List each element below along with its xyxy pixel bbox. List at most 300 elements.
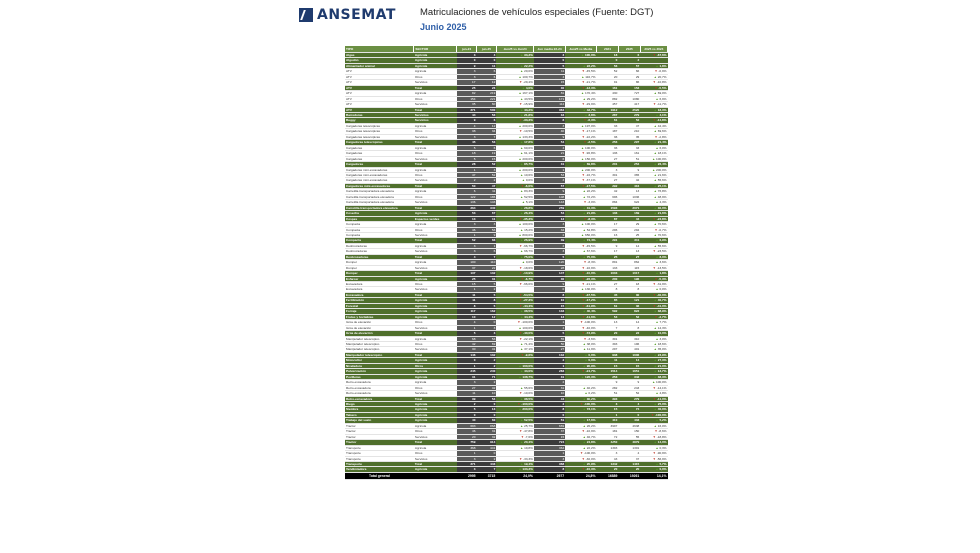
value-cell: 301 (596, 336, 618, 341)
up-arrow-icon: ▲ (582, 96, 587, 101)
type-cell: Dumper (345, 271, 414, 276)
percent-cell: ▼ -8,6% (640, 429, 667, 434)
sector-cell: Total (414, 440, 457, 445)
sector-cell: Agrícola (414, 303, 457, 308)
value-cell: 6 (476, 249, 496, 254)
value-cell: 2 (618, 58, 640, 63)
up-arrow-icon: ▲ (652, 380, 656, 385)
value-cell: 693 (457, 423, 477, 428)
percent-cell: ▲ 85,7% (496, 162, 534, 167)
up-arrow-icon: ▲ (582, 249, 587, 254)
value-cell: 0 (534, 412, 565, 417)
percent-cell: ▲ 26,4% (496, 211, 534, 216)
value-cell: 364 (534, 107, 565, 112)
down-arrow-icon: ▼ (581, 467, 586, 472)
total-value: 24,8% (565, 472, 596, 479)
type-cell: Compacta (345, 232, 414, 237)
value-cell: 146 (457, 352, 477, 357)
column-header: TIPO (345, 46, 414, 53)
value-cell: 45 (596, 292, 618, 297)
up-arrow-icon: ▲ (581, 156, 585, 161)
value-cell: 33 (596, 123, 618, 128)
down-arrow-icon: ▼ (581, 151, 586, 156)
up-arrow-icon: ▲ (520, 238, 525, 243)
value-cell: 29 (618, 74, 640, 79)
percent-cell: ▼ -21,1% (565, 282, 596, 287)
value-cell: 31 (534, 374, 565, 379)
sector-cell: Servicios (414, 134, 457, 139)
registrations-table (345, 46, 668, 480)
up-arrow-icon: ▲ (653, 123, 658, 128)
value-cell: 9 (457, 118, 477, 123)
value-cell: 2 (534, 243, 565, 248)
type-cell: Cosecha (345, 211, 414, 216)
type-cell: Retro-excavadora (345, 391, 414, 396)
up-arrow-icon: ▲ (653, 363, 658, 368)
percent-cell: ▼ -22,8% (640, 216, 667, 221)
value-cell: 40 (534, 129, 565, 134)
percent-cell: ▲ 0,0% (496, 260, 534, 265)
percent-cell: ▲ 100,0% (565, 53, 596, 58)
value-cell: 3 (534, 249, 565, 254)
value-cell: 53 (476, 336, 496, 341)
value-cell: 17 (596, 222, 618, 227)
percent-cell: ▲ 37,1% (496, 347, 534, 352)
value-cell: 3 (534, 178, 565, 183)
up-arrow-icon: ▲ (520, 189, 525, 194)
value-cell: 253 (596, 374, 618, 379)
value-cell: 3 (476, 167, 496, 172)
down-arrow-icon: ▼ (520, 434, 525, 439)
percent-cell: ▼ -11,0% (640, 396, 667, 401)
up-arrow-icon: ▲ (582, 440, 587, 445)
percent-cell: ▲ 6,9% (640, 238, 667, 243)
up-arrow-icon: ▲ (581, 232, 585, 237)
value-cell: 17 (457, 80, 477, 85)
value-cell: 1080 (618, 96, 640, 101)
value-cell: 34 (534, 227, 565, 232)
percent-cell: ▼ -5,3% (640, 276, 667, 281)
value-cell: 143 (476, 200, 496, 205)
percent-cell: ▲ 40,4% (565, 309, 596, 314)
value-cell: 1415 (618, 461, 640, 466)
percent-cell: ▲ 11,9% (565, 347, 596, 352)
value-cell: 3 (596, 402, 618, 407)
percent-cell: ▲ 200,0% (496, 167, 534, 172)
value-cell: 10 (476, 391, 496, 396)
type-cell: Excavadora (345, 287, 414, 292)
down-arrow-icon: ▼ (519, 331, 524, 336)
value-cell: 9 (618, 380, 640, 385)
percent-cell: ▼ -40,0% (496, 331, 534, 336)
value-cell: 1 (534, 451, 565, 456)
value-cell: 9 (457, 63, 477, 68)
down-arrow-icon: ▼ (583, 216, 588, 221)
percent-cell: ▲ 3,6% (640, 260, 667, 265)
percent-cell: ▲ 40,2% (565, 385, 596, 390)
up-arrow-icon: ▲ (655, 200, 660, 205)
percent-cell: ▼ -61,9% (565, 303, 596, 308)
value-cell: 20 (596, 74, 618, 79)
percent-cell: ▲ 38,3% (640, 374, 667, 379)
value-cell: 9 (534, 282, 565, 287)
up-arrow-icon: ▲ (520, 396, 525, 401)
value-cell: 5 (534, 331, 565, 336)
percent-cell: ▲ 5,7% (640, 461, 667, 466)
percent-cell: ▲ 75,0% (565, 254, 596, 259)
up-arrow-icon: ▲ (582, 385, 587, 390)
value-cell: 42 (618, 178, 640, 183)
up-arrow-icon: ▲ (518, 325, 523, 330)
type-cell: Siembra (345, 407, 414, 412)
up-arrow-icon: ▲ (653, 129, 658, 134)
percent-cell: ▲ 3,0% (640, 336, 667, 341)
up-arrow-icon: ▲ (583, 347, 587, 352)
percent-cell: ▲ 5,2% (640, 418, 667, 423)
up-arrow-icon: ▲ (581, 167, 585, 172)
percent-cell: ▲ 200,0% (496, 407, 534, 412)
down-arrow-icon: ▼ (581, 265, 586, 270)
sector-cell: Total (414, 238, 457, 243)
value-cell: 13 (618, 249, 640, 254)
value-cell: 181 (596, 429, 618, 434)
sector-cell: Agrícola (414, 211, 457, 216)
value-cell: 15 (457, 282, 477, 287)
percent-cell: ▼ -22,1% (496, 336, 534, 341)
value-cell: 35 (618, 134, 640, 139)
type-cell: ATV (345, 107, 414, 112)
down-arrow-icon: ▼ (581, 183, 586, 188)
value-cell: 297 (596, 347, 618, 352)
value-cell: 1393 (596, 445, 618, 450)
value-cell: 43 (596, 456, 618, 461)
column-header: 2025 vs 2024 (640, 46, 667, 53)
up-arrow-icon: ▲ (518, 91, 523, 96)
value-cell: 410 (596, 418, 618, 423)
percent-cell: ▲ 100,0% (565, 222, 596, 227)
value-cell: 13 (618, 189, 640, 194)
up-arrow-icon: ▲ (652, 156, 656, 161)
value-cell: 45 (457, 140, 477, 145)
value-cell: 364 (534, 445, 565, 450)
percent-cell: ▼ -17,1% (565, 129, 596, 134)
brand-logo (299, 7, 396, 23)
value-cell: 52 (476, 162, 496, 167)
sector-cell: Otros (414, 194, 457, 199)
value-cell: 8 (457, 303, 477, 308)
up-arrow-icon: ▲ (582, 254, 587, 259)
value-cell: 31 (534, 385, 565, 390)
value-cell: 71 (476, 374, 496, 379)
down-arrow-icon: ▼ (519, 282, 524, 287)
up-arrow-icon: ▲ (653, 172, 658, 177)
sector-cell: Otros (414, 385, 457, 390)
up-arrow-icon: ▲ (581, 91, 585, 96)
value-cell: 11 (457, 292, 477, 297)
up-arrow-icon: ▲ (653, 183, 658, 188)
value-cell: 5 (534, 254, 565, 259)
value-cell: 3997 (596, 423, 618, 428)
down-arrow-icon: ▼ (654, 227, 659, 232)
value-cell: 282 (596, 385, 618, 390)
percent-cell: ▼ -7,6% (496, 434, 534, 439)
down-arrow-icon: ▼ (581, 292, 586, 297)
value-cell: 7 (476, 254, 496, 259)
percent-cell: ▼ -66,0% (496, 282, 534, 287)
value-cell: 15 (534, 303, 565, 308)
column-header: Jun media 22-24 (534, 46, 565, 53)
percent-cell: ▲ 42,4% (640, 123, 667, 128)
value-cell: 0 (476, 412, 496, 417)
percent-cell: ▲ 4,8% (640, 391, 667, 396)
value-cell: 9 (534, 189, 565, 194)
percent-cell: ▼ -13,3% (565, 85, 596, 90)
value-cell: 3 (457, 53, 477, 58)
percent-cell: ▼ -0,7% (640, 227, 667, 232)
down-arrow-icon: ▼ (520, 352, 525, 357)
percent-cell: ▲ 72,2% (565, 194, 596, 199)
percent-cell: ▼ -44,4% (496, 303, 534, 308)
percent-cell: ▼ -37,1% (565, 178, 596, 183)
down-arrow-icon: ▼ (654, 429, 659, 434)
value-cell: 5 (457, 156, 477, 161)
percent-cell: ▼ -14,8% (640, 118, 667, 123)
percent-cell: ▲ 71,4% (496, 342, 534, 347)
value-cell: 6 (457, 189, 477, 194)
value-cell: 30 (534, 85, 565, 90)
percent-cell: ▼ -29,9% (565, 102, 596, 107)
value-cell: 8 (534, 292, 565, 297)
sector-cell: Total (414, 352, 457, 357)
up-arrow-icon: ▲ (582, 211, 587, 216)
value-cell: 11 (476, 63, 496, 68)
percent-cell: ▲ 55,6% (640, 243, 667, 248)
value-cell: 6 (476, 118, 496, 123)
value-cell: 669 (534, 423, 565, 428)
type-cell: ATV (345, 69, 414, 74)
type-cell: Forraje (345, 309, 414, 314)
percent-cell: ▲ 38,0% (565, 342, 596, 347)
percent-cell: ▲ 44,4% (496, 314, 534, 319)
percent-cell: ▼ -15,9% (496, 102, 534, 107)
up-arrow-icon: ▲ (518, 167, 523, 172)
value-cell: 342 (618, 374, 640, 379)
value-cell: 1 (476, 243, 496, 248)
percent-cell: ▼ -3,7% (640, 314, 667, 319)
percent-cell: ▲ 0,0% (640, 287, 667, 292)
up-arrow-icon: ▲ (520, 227, 525, 232)
percent-cell: ▲ 130,0% (565, 287, 596, 292)
value-cell: 12 (476, 80, 496, 85)
value-cell: 85 (596, 298, 618, 303)
value-cell: 31 (476, 429, 496, 434)
down-arrow-icon: ▼ (517, 320, 522, 325)
value-cell: 54 (534, 211, 565, 216)
value-cell: 36 (596, 145, 618, 150)
percent-cell: ▲ 27,3% (640, 358, 667, 363)
value-cell: 46 (457, 227, 477, 232)
value-cell: 21 (534, 151, 565, 156)
type-cell: Compacta (345, 238, 414, 243)
down-arrow-icon: ▼ (519, 298, 524, 303)
percent-cell: ▲ 197,0% (565, 123, 596, 128)
value-cell: 430 (596, 91, 618, 96)
value-cell: 18 (457, 151, 477, 156)
percent-cell: ▲ 650,0% (565, 232, 596, 237)
value-cell: 914 (476, 440, 496, 445)
percent-cell: ▼ -100,0% (565, 451, 596, 456)
down-arrow-icon: ▼ (581, 80, 586, 85)
value-cell: 1301 (618, 445, 640, 450)
sector-cell: Otros (414, 320, 457, 325)
down-arrow-icon: ▼ (654, 134, 659, 139)
type-cell: Cargadoras telescópicas (345, 134, 414, 139)
value-cell: 25 (596, 254, 618, 259)
percent-cell: ▼ -11,7% (640, 102, 667, 107)
percent-cell: ▲ 25,7% (496, 423, 534, 428)
value-cell: 2 (476, 358, 496, 363)
value-cell: 14 (618, 320, 640, 325)
value-cell: 4 (457, 320, 477, 325)
percent-cell: ▼ -18,6% (496, 265, 534, 270)
percent-cell: ▼ -10,8% (640, 80, 667, 85)
type-cell: Carretilla transportadora elevadora (345, 200, 414, 205)
up-arrow-icon: ▲ (582, 363, 587, 368)
value-cell: 42 (476, 385, 496, 390)
percent-cell: ▲ 40,7% (640, 298, 667, 303)
value-cell: 1 (457, 451, 477, 456)
down-arrow-icon: ▼ (519, 456, 524, 461)
value-cell: 4 (457, 254, 477, 259)
percent-cell: ▲ 0,0% (496, 178, 534, 183)
type-cell: Tractor (345, 429, 414, 434)
sector-cell: Agrícola (414, 445, 457, 450)
down-arrow-icon: ▼ (581, 456, 586, 461)
value-cell: 3 (457, 380, 477, 385)
value-cell: 52 (476, 172, 496, 177)
down-arrow-icon: ▼ (654, 276, 659, 281)
value-cell: 25 (457, 276, 477, 281)
percent-cell: ▲ 28,8% (496, 205, 534, 210)
value-cell: 240 (476, 369, 496, 374)
percent-cell: ▼ -96,8% (565, 151, 596, 156)
down-arrow-icon: ▼ (519, 271, 524, 276)
value-cell: 0 (476, 402, 496, 407)
value-cell: 161 (596, 85, 618, 90)
type-cell: Frutas y hortalizas (345, 314, 414, 319)
up-arrow-icon: ▲ (520, 314, 525, 319)
value-cell: 69 (476, 342, 496, 347)
value-cell: 4638 (618, 423, 640, 428)
percent-cell: ▲ 0,2% (565, 391, 596, 396)
percent-cell: ▲ 22,2% (565, 189, 596, 194)
value-cell: 44 (618, 216, 640, 221)
value-cell: 11 (457, 391, 477, 396)
percent-cell: ▲ 4,3% (640, 200, 667, 205)
percent-cell: ▲ 19,4% (496, 461, 534, 466)
sector-cell: Otros (414, 451, 457, 456)
type-cell: Desbrozadoras (345, 254, 414, 259)
sector-cell: Total (414, 140, 457, 145)
down-arrow-icon: ▼ (581, 102, 586, 107)
up-arrow-icon: ▲ (653, 325, 658, 330)
type-cell: Desbrozadoras (345, 249, 414, 254)
percent-cell: ▲ 26,2% (565, 423, 596, 428)
percent-cell: ▲ 0,0% (565, 352, 596, 357)
percent-cell: ▲ 3,8% (565, 112, 596, 117)
up-arrow-icon: ▲ (653, 440, 658, 445)
up-arrow-icon: ▲ (584, 391, 589, 396)
up-arrow-icon: ▲ (581, 222, 585, 227)
percent-cell: ▲ 22,2% (496, 63, 534, 68)
value-cell: 393 (596, 342, 618, 347)
value-cell: 1006 (618, 352, 640, 357)
value-cell: 112 (534, 102, 565, 107)
value-cell: 11 (457, 298, 477, 303)
percent-cell: ▲ 167,1% (496, 91, 534, 96)
value-cell: 1036 (618, 194, 640, 199)
total-value: 24,0% (496, 472, 534, 479)
up-arrow-icon: ▲ (582, 445, 587, 450)
value-cell: 52 (596, 69, 618, 74)
percent-cell: ▼ -6,0% (496, 183, 534, 188)
total-value (414, 472, 457, 479)
value-cell: 10 (457, 314, 477, 319)
percent-cell: ▲ 43,0% (496, 369, 534, 374)
percent-cell: ▲ 170,4% (565, 91, 596, 96)
percent-cell: ▲ 200,0% (496, 123, 534, 128)
up-arrow-icon: ▲ (653, 369, 658, 374)
type-cell: Excavadora (345, 282, 414, 287)
value-cell: 57 (618, 63, 640, 68)
type-cell: Vendimiadora (345, 467, 414, 472)
up-arrow-icon: ▲ (518, 222, 523, 227)
percent-cell: ▼ -54,5% (496, 292, 534, 297)
down-arrow-icon: ▼ (581, 429, 586, 434)
down-arrow-icon: ▼ (520, 183, 525, 188)
percent-cell: ▲ 200,0% (496, 156, 534, 161)
percent-cell: ▲ 52,5% (496, 194, 534, 199)
value-cell: 150 (618, 429, 640, 434)
value-cell: 287 (596, 112, 618, 117)
type-cell: Manipulador telescópico (345, 347, 414, 352)
percent-cell: ▼ -45,5% (565, 243, 596, 248)
value-cell: 52 (457, 238, 477, 243)
value-cell: 8 (618, 325, 640, 330)
up-arrow-icon: ▲ (652, 167, 656, 172)
percent-cell: ▲ 4,0% (496, 85, 534, 90)
down-arrow-icon: ▼ (652, 385, 657, 390)
value-cell: 5 (476, 292, 496, 297)
value-cell: 9 (596, 380, 618, 385)
ansemat-logo-icon (299, 8, 313, 22)
percent-cell: ▲ 40,0% (640, 407, 667, 412)
value-cell: 50 (457, 183, 477, 188)
sector-cell: Total (414, 107, 457, 112)
total-value: 16889 (596, 472, 618, 479)
percent-cell: ▲ 800,0% (496, 232, 534, 237)
up-arrow-icon: ▲ (655, 112, 660, 117)
percent-cell: ▼ -73,9% (565, 331, 596, 336)
value-cell: 938 (596, 352, 618, 357)
value-cell: 11 (476, 189, 496, 194)
percent-cell: ▼ -100,0% (640, 412, 667, 417)
total-value: 2995 (457, 472, 477, 479)
value-cell: 55 (534, 336, 565, 341)
value-cell: 117 (457, 309, 477, 314)
percent-cell: ▲ 55,6% (496, 385, 534, 390)
value-cell: 279 (618, 112, 640, 117)
